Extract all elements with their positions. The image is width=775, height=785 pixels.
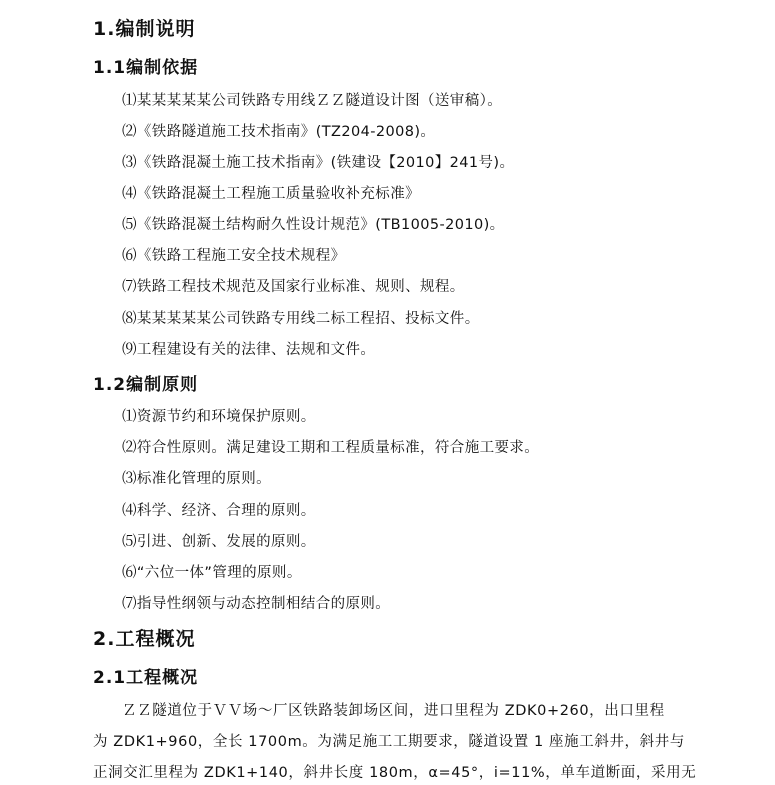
basis-item: ⑴某某某某某公司铁路专用线ＺＺ隧道设计图（送审稿）。 [122, 93, 503, 109]
basis-item: ⑶《铁路混凝土施工技术指南》(铁建设【2010】241号)。 [122, 155, 515, 171]
section-1-heading: 1.编制说明 [93, 18, 196, 40]
principle-item: ⑹“六位一体”管理的原则。 [122, 565, 302, 581]
basis-item: ⑷《铁路混凝土工程施工质量验收补充标准》 [122, 186, 420, 202]
overview-paragraph-line: ＺＺ隧道位于ＶＶ场～厂区铁路装卸场区间，进口里程为 ZDK0+260，出口里程 [122, 703, 665, 719]
basis-item: ⑻某某某某某公司铁路专用线二标工程招、投标文件。 [122, 311, 480, 327]
principle-item: ⑷科学、经济、合理的原则。 [122, 503, 316, 519]
basis-item: ⑺铁路工程技术规范及国家行业标准、规则、规程。 [122, 279, 465, 295]
section-1-2-heading: 1.2编制原则 [93, 375, 199, 395]
basis-item: ⑵《铁路隧道施工技术指南》(TZ204-2008)。 [122, 124, 436, 140]
basis-item: ⑼工程建设有关的法律、法规和文件。 [122, 342, 376, 358]
overview-paragraph-line: 正洞交汇里程为 ZDK1+140，斜井长度 180m，α=45°，i=11%，单车道断面，采用无 [93, 765, 697, 781]
principle-item: ⑵符合性原则。满足建设工期和工程质量标准，符合施工要求。 [122, 440, 540, 456]
principle-item: ⑴资源节约和环境保护原则。 [122, 409, 316, 425]
section-2-1-heading: 2.1工程概况 [93, 668, 199, 688]
principle-item: ⑶标准化管理的原则。 [122, 471, 271, 487]
basis-item: ⑹《铁路工程施工安全技术规程》 [122, 248, 346, 264]
section-2-heading: 2.工程概况 [93, 628, 196, 650]
principle-item: ⑸引进、创新、发展的原则。 [122, 534, 316, 550]
principle-item: ⑺指导性纲领与动态控制相结合的原则。 [122, 596, 391, 612]
overview-paragraph-line: 为 ZDK1+960，全长 1700m。为满足施工工期要求，隧道设置 1 座施工斜井，斜井与 [93, 734, 685, 750]
basis-item: ⑸《铁路混凝土结构耐久性设计规范》(TB1005-2010)。 [122, 217, 505, 233]
section-1-1-heading: 1.1编制依据 [93, 58, 199, 78]
